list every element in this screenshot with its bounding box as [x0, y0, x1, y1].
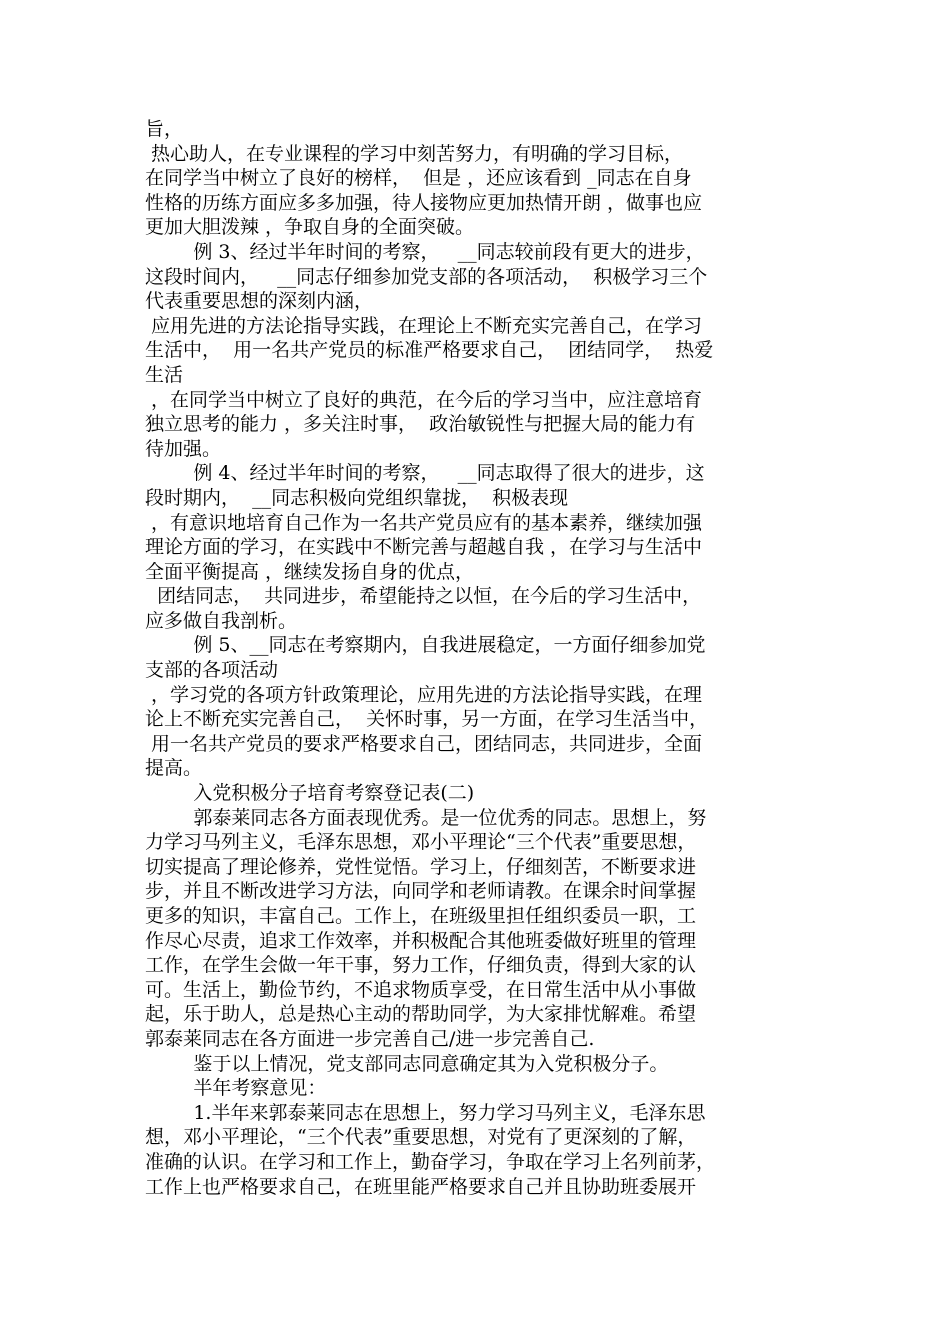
text-line: 郭泰莱同志在各方面进一步完善自己/进一步完善自己.: [145, 1027, 595, 1050]
text-line: 独立思考的能力 ，多关注时事， 政治敏锐性与把握大局的能力有: [145, 413, 696, 436]
text-line: 全面平衡提高 ，继续发扬自身的优点，: [145, 560, 475, 583]
text-line: 1.半年来郭泰莱同志在思想上，努力学习马列主义，毛泽东思: [145, 1101, 706, 1124]
text-line: 代表重要思想的深刻内涵，: [145, 290, 374, 313]
text-line: 步，并且不断改进学习方法，向同学和老师请教。在课余时间掌握: [145, 880, 697, 903]
text-line: 准确的认识。在学习和工作上，勤奋学习，争取在学习上名列前茅，: [145, 1150, 716, 1173]
text-line: 鉴于以上情况，党支部同志同意确定其为入党积极分子。: [145, 1052, 669, 1075]
text-line: 力学习马列主义，毛泽东思想，邓小平理论“三个代表”重要思想，: [145, 831, 697, 854]
text-line: 旨，: [145, 118, 184, 140]
document-body: [145, 117, 815, 1199]
text-line: 入党积极分子培育考察登记表(二): [145, 782, 475, 805]
text-line: 例 5、__同志在考察期内，自我进展稳定，一方面仔细参加党: [145, 634, 706, 657]
text-line: 支部的各项活动: [145, 659, 279, 682]
text-line: 应多做自我剖析。: [145, 609, 298, 632]
text-line: 提高。: [145, 757, 203, 780]
text-line: 团结同志， 共同进步，希望能持之以恒，在今后的学习生活中，: [145, 585, 702, 608]
text-line: 更多的知识，丰富自己。工作上，在班级里担任组织委员一职，工: [145, 905, 697, 927]
text-line: ，有意识地培育自己作为一名共产党员应有的基本素养，继续加强: [145, 511, 703, 534]
text-line: 切实提高了理论修养，党性觉悟。学习上，仔细刻苦，不断要求进: [145, 855, 697, 878]
text-line: 理论方面的学习，在实践中不断完善与超越自我 ，在学习与生活中: [145, 536, 703, 559]
text-line: 半年考察意见：: [145, 1077, 327, 1100]
text-line: 待加强。: [145, 437, 222, 460]
text-line: 可。生活上，勤俭节约，不追求物质享受，在日常生活中从小事做: [145, 978, 697, 1001]
text-line: 工作，在学生会做一年干事，努力工作，仔细负责，得到大家的认: [145, 954, 697, 977]
text-line: 热心助人，在专业课程的学习中刻苦努力，有明确的学习目标，: [145, 142, 684, 165]
text-line: 生活中， 用一名共产党员的标准严格要求自己， 团结同学， 热爱: [145, 339, 714, 362]
text-line: 应用先进的方法论指导实践，在理论上不断充实完善自己，在学习: [145, 314, 703, 337]
text-line: 起，乐于助人，总是热心主动的帮助同学，为大家排忧解难。希望: [145, 1003, 697, 1026]
text-line: 这段时间内， __同志仔细参加党支部的各项活动， 积极学习三个: [145, 265, 708, 288]
text-line: ，学习党的各项方针政策理论，应用先进的方法论指导实践，在理: [145, 683, 703, 706]
text-line: 性格的历练方面应多多加强，待人接物应更加热情开朗 ，做事也应: [145, 191, 703, 214]
text-line: 更加大胆泼辣 ，争取自身的全面突破。: [145, 216, 475, 239]
text-line: 用一名共产党员的要求严格要求自己，团结同志，共同进步，全面: [145, 732, 703, 755]
text-line: 例 4、经过半年时间的考察， __同志取得了很大的进步，这: [145, 462, 705, 485]
text-line: 段时期内， __同志积极向党组织靠拢， 积极表现: [145, 486, 569, 509]
text-line: 论上不断充实完善自己， 关怀时事，另一方面，在学习生活当中，: [145, 708, 709, 731]
text-line: 在同学当中树立了良好的榜样， 但是 ，还应该看到 _同志在自身: [145, 167, 692, 190]
text-line: 想，邓小平理论，“三个代表”重要思想，对党有了更深刻的了解，: [145, 1126, 697, 1149]
text-line: 郭泰莱同志各方面表现优秀。是一位优秀的同志。思想上，努: [145, 806, 707, 829]
text-line: 工作上也严格要求自己，在班里能严格要求自己并且协助班委展开: [145, 1175, 697, 1198]
text-line: ，在同学当中树立了良好的典范，在今后的学习当中，应注意培育: [145, 388, 703, 411]
text-line: 例 3、经过半年时间的考察， __同志较前段有更大的进步，: [145, 240, 705, 263]
text-line: 作尽心尽责，追求工作效率，并积极配合其他班委做好班里的管理: [145, 929, 697, 952]
text-line: 生活: [145, 363, 184, 386]
